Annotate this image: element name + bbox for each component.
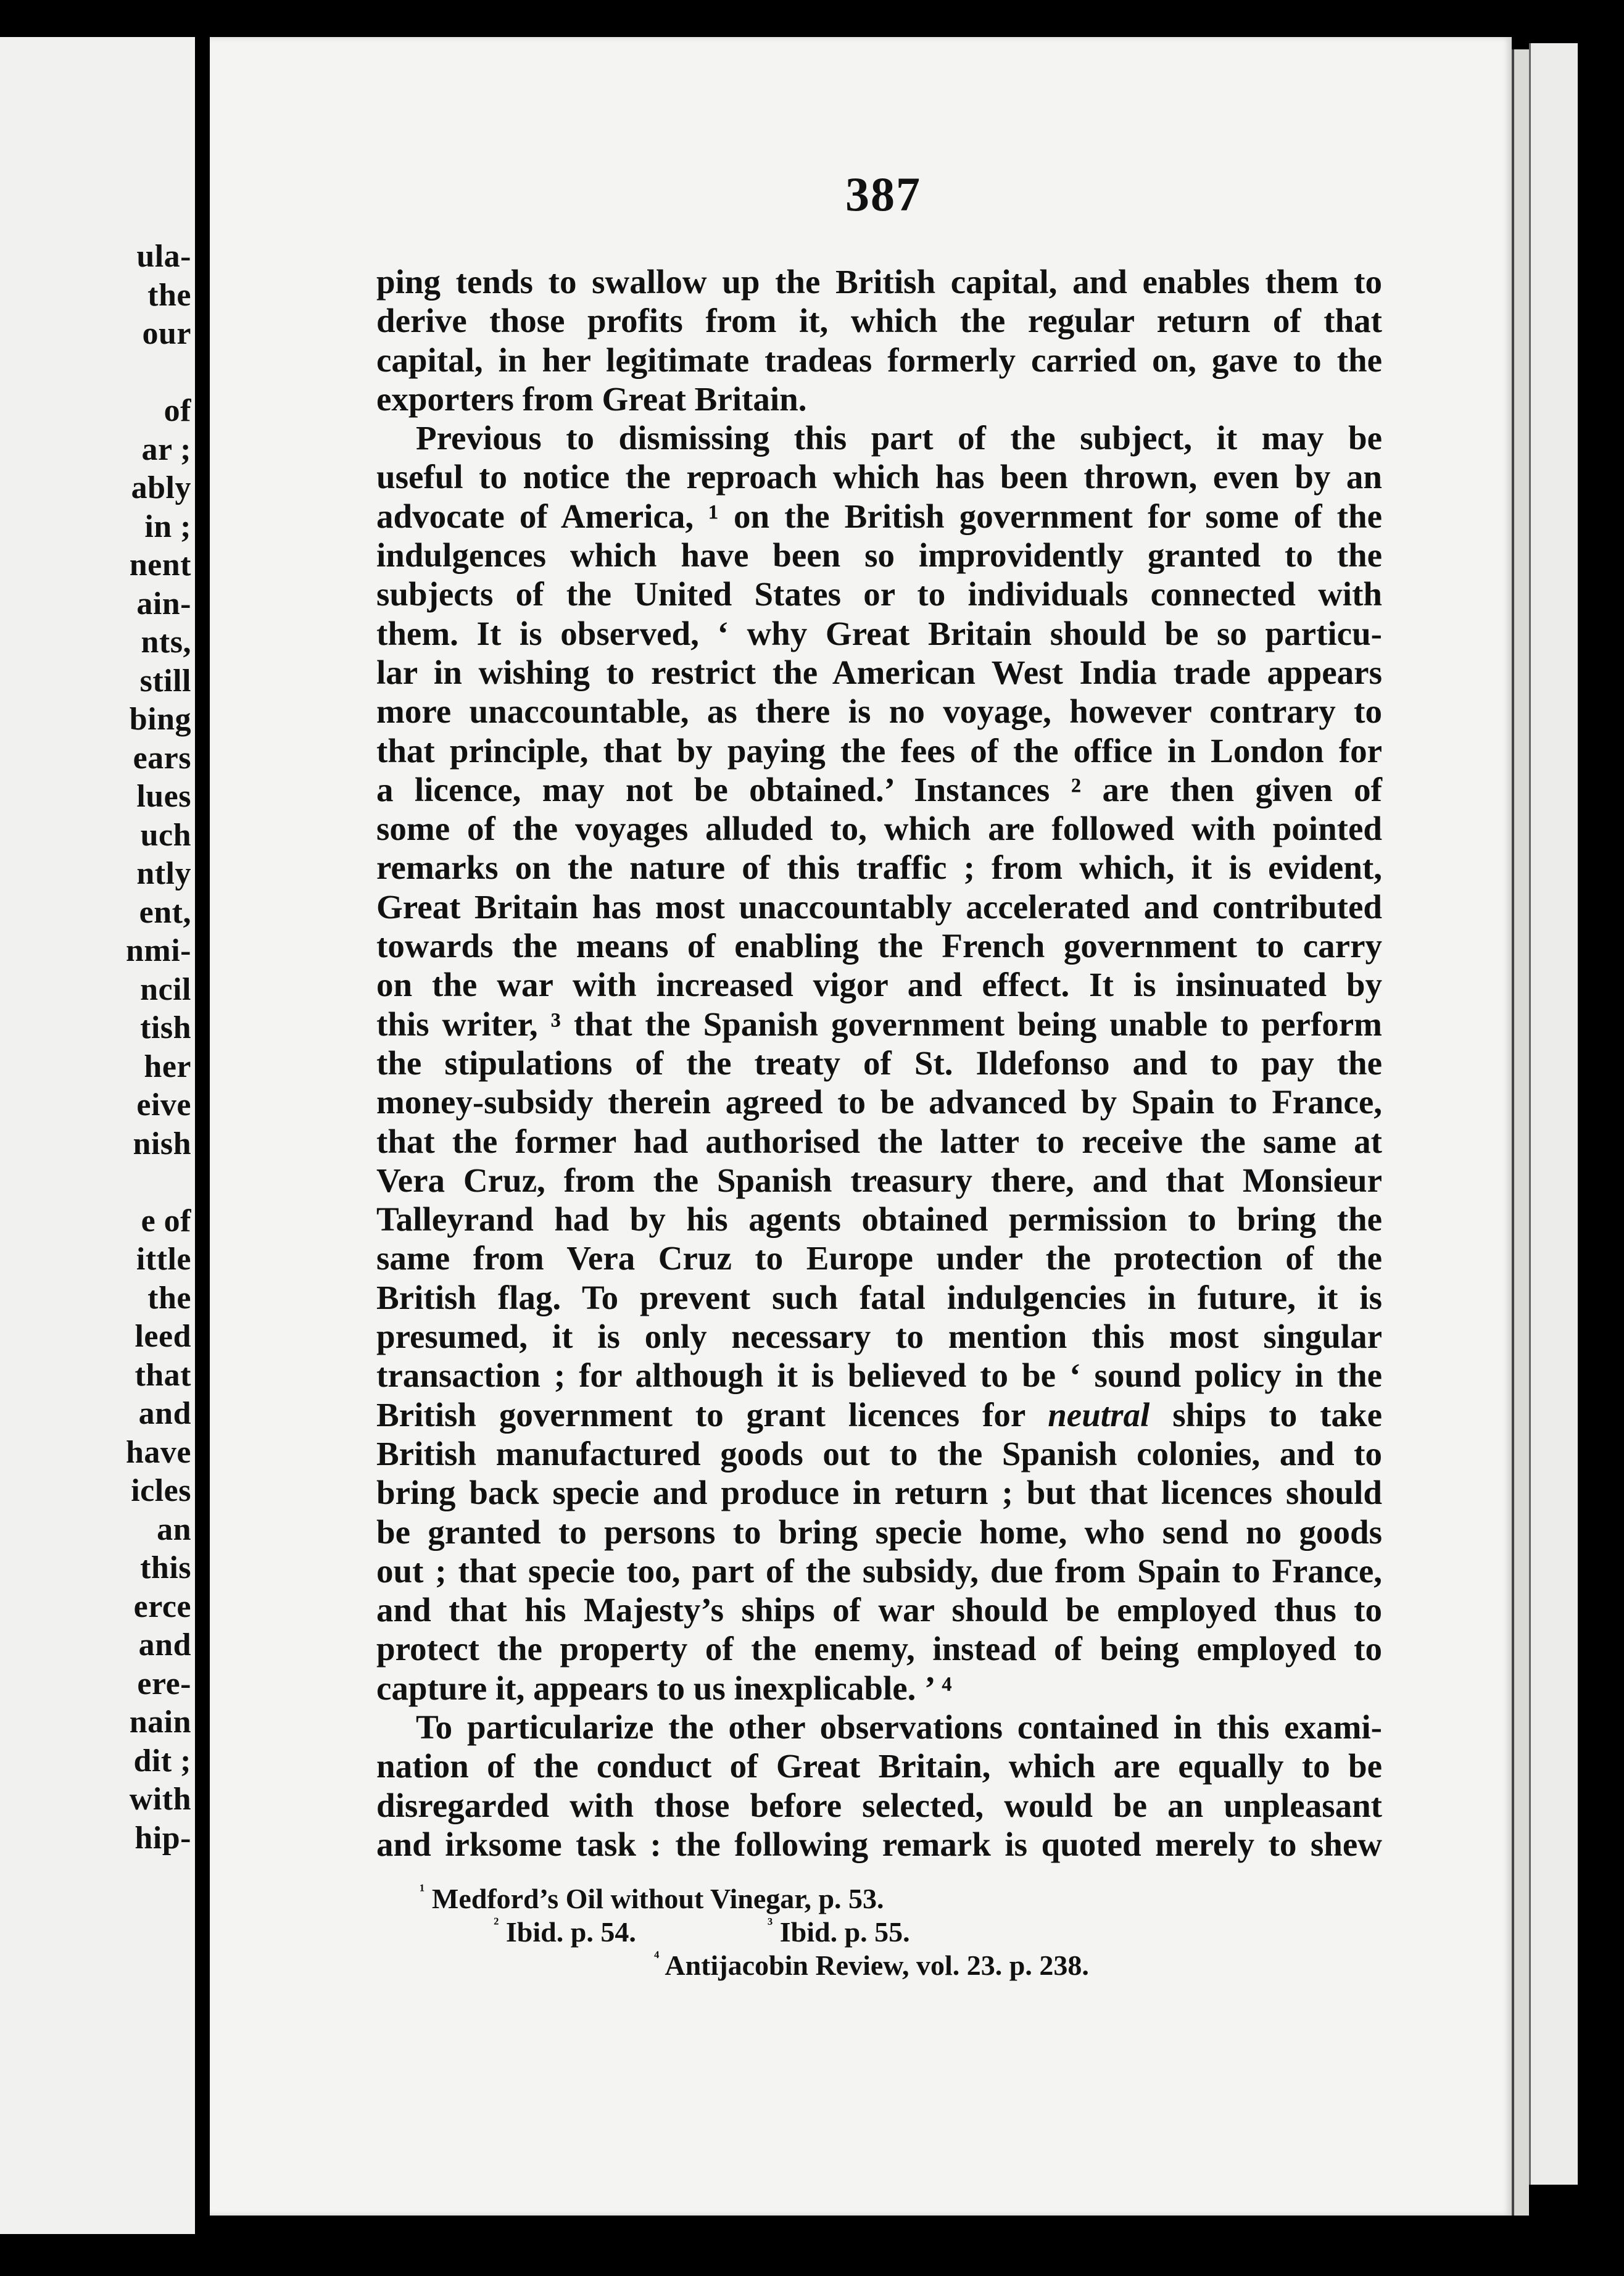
- left-page-line: ar ;: [141, 431, 191, 467]
- footnote-1: [420, 1882, 1089, 1916]
- body-line: Previous to dismissing this part of the subject, it may be: [416, 419, 1382, 457]
- left-page-line: eive: [136, 1087, 191, 1123]
- body-line: same from Vera Cruz to Europe under the protection of the: [376, 1239, 1382, 1277]
- left-page-line: ain-: [136, 586, 191, 621]
- body-line: that principle, that by paying the fees of the office in London for: [376, 731, 1382, 770]
- body-line: this writer, ³ that the Spanish government being unable to perform: [376, 1005, 1382, 1043]
- body-line: and that his Majesty’s ships of war should be employed thus to: [376, 1591, 1382, 1629]
- body-line: more unaccountable, as there is no voyage, however contrary to: [376, 692, 1382, 731]
- left-page-line: erce: [133, 1589, 191, 1624]
- body-line: out ; that specie too, part of the subsidy, due from Spain to France,: [376, 1551, 1382, 1590]
- left-page-line: ittle: [136, 1242, 191, 1277]
- italic-word: neutral: [1048, 1395, 1150, 1434]
- body-line: Vera Cruz, from the Spanish treasury there, and that Monsieur: [376, 1161, 1382, 1199]
- body-line: indulgences which have been so improvidently granted to the: [376, 536, 1382, 575]
- left-page-line: still: [139, 663, 191, 699]
- left-page-line: and: [138, 1627, 191, 1663]
- body-line: useful to notice the reproach which has been thrown, even by an: [376, 458, 1382, 496]
- left-page-line: ent,: [139, 894, 191, 930]
- body-line: To particularize the other observations contained in this exami-: [416, 1708, 1382, 1746]
- left-page-line: tish: [140, 1010, 191, 1045]
- body-line: a licence, may not be obtained.’ Instances ² are then given of: [376, 770, 1382, 808]
- body-line: money-subsidy therein agreed to be advanced by Spain to France,: [376, 1083, 1382, 1121]
- left-page-line: ntly: [136, 856, 191, 891]
- footnote-3-mark: ³: [767, 1914, 773, 1933]
- left-facing-page: [0, 37, 195, 2234]
- body-line: remarks on the nature of this traffic ; from which, it is evident,: [376, 849, 1382, 887]
- page-number: 387: [845, 167, 921, 221]
- left-page-line: have: [126, 1434, 191, 1470]
- footnote-row-2: [420, 1916, 1089, 1949]
- footnote-2-mark: ²: [494, 1914, 499, 1933]
- body-line: exporters from Great Britain.: [376, 380, 807, 418]
- footnotes: [420, 1882, 1089, 1982]
- body-line: derive those profits from it, which the regular return of that: [376, 302, 1382, 340]
- body-line: British manufactured goods out to the Spanish colonies, and to: [376, 1434, 1382, 1472]
- body-line: British government to grant licences for neutral ships to take: [376, 1395, 1382, 1434]
- left-page-line: ere-: [137, 1666, 191, 1701]
- footnote-4-text: Antijacobin Review, vol. 23. p. 238.: [665, 1950, 1089, 1981]
- footnote-3-text: Ibid. p. 55.: [779, 1916, 910, 1948]
- body-line: advocate of America, ¹ on the British government for some of the: [376, 497, 1382, 535]
- body-line: that the former had authorised the latter to receive the same at: [376, 1122, 1382, 1160]
- left-page-line: nish: [133, 1126, 191, 1161]
- left-page-line: hip-: [135, 1820, 191, 1856]
- body-line: capital, in her legitimate tradeas formerly carried on, gave to the: [376, 341, 1382, 379]
- body-line: nation of the conduct of Great Britain, which are equally to be: [376, 1747, 1382, 1785]
- footnote-4-mark: ⁴: [654, 1948, 660, 1967]
- left-page-line: uch: [140, 817, 191, 853]
- left-page-line: the: [147, 277, 191, 313]
- body-line: Talleyrand had by his agents obtained permission to bring the: [376, 1200, 1382, 1239]
- left-page-line: nts,: [141, 625, 191, 660]
- left-page-line: of: [164, 393, 191, 428]
- body-line: the stipulations of the treaty of St. Ildefonso and to pay the: [376, 1044, 1382, 1082]
- left-page-line: dit ;: [133, 1743, 191, 1779]
- left-page-line: this: [140, 1550, 191, 1585]
- left-page-line: ably: [131, 470, 191, 505]
- body-line: presumed, it is only necessary to mention this most singular: [376, 1318, 1382, 1356]
- left-page-line: bing: [129, 702, 191, 737]
- body-line: disregarded with those before selected, would be an unpleasant: [376, 1786, 1382, 1824]
- left-page-line: leed: [135, 1319, 191, 1354]
- body-line: bring back specie and produce in return ; but that licences should: [376, 1474, 1382, 1512]
- body-line: capture it, appears to us inexplicable. ’ ⁴: [376, 1669, 952, 1707]
- left-page-line: e of: [141, 1203, 191, 1239]
- body-line: British flag. To prevent such fatal indulgencies in future, it is: [376, 1278, 1382, 1316]
- body-line: towards the means of enabling the French government to carry: [376, 927, 1382, 965]
- left-page-line: her: [144, 1049, 191, 1084]
- left-page-line: that: [135, 1357, 191, 1393]
- body-line: Great Britain has most unaccountably accelerated and contributed: [376, 887, 1382, 926]
- body-line: some of the voyages alluded to, which are followed with pointed: [376, 810, 1382, 848]
- body-line: protect the property of the enemy, instead of being employed to: [376, 1630, 1382, 1668]
- footnote-1-text: Medford’s Oil without Vinegar, p. 53.: [431, 1883, 884, 1914]
- left-page-line: an: [157, 1511, 191, 1547]
- page-edge: [1512, 49, 1529, 2216]
- body-line: lar in wishing to restrict the American West India trade appears: [376, 653, 1382, 691]
- left-page-line: in ;: [144, 509, 191, 544]
- left-page-line: ula-: [136, 239, 191, 274]
- left-page-line: with: [129, 1782, 191, 1817]
- body-line: subjects of the United States or to individuals connected with: [376, 575, 1382, 613]
- left-page-line: ears: [133, 740, 191, 776]
- body-line: on the war with increased vigor and effect. It is insinuated by: [376, 966, 1382, 1004]
- left-page-line: lues: [136, 779, 191, 814]
- body-line: and irksome task : the following remark is quoted merely to shew: [376, 1825, 1382, 1863]
- left-page-line: ncil: [140, 971, 191, 1007]
- left-page-line: and: [138, 1396, 191, 1431]
- body-line: be granted to persons to bring specie home, who send no goods: [376, 1513, 1382, 1551]
- footnote-2-text: Ibid. p. 54.: [505, 1916, 636, 1948]
- footnote-1-mark: ¹: [420, 1881, 425, 1900]
- left-page-line: nmi-: [126, 933, 191, 968]
- body-text: [376, 262, 1382, 1864]
- left-page-line: icles: [131, 1473, 191, 1508]
- body-line: them. It is observed, ‘ why Great Britain should be so particu-: [376, 614, 1382, 652]
- body-line: transaction ; for although it is believed to be ‘ sound policy in the: [376, 1356, 1382, 1395]
- footnote-4: [420, 1949, 1089, 1982]
- left-page-line: nent: [129, 547, 191, 583]
- left-page-line: nain: [129, 1705, 191, 1740]
- body-line: ping tends to swallow up the British capital, and enables them to: [376, 263, 1382, 301]
- left-page-line: our: [142, 316, 191, 351]
- left-page-line: the: [147, 1280, 191, 1316]
- page-edge-outer: [1529, 43, 1578, 2185]
